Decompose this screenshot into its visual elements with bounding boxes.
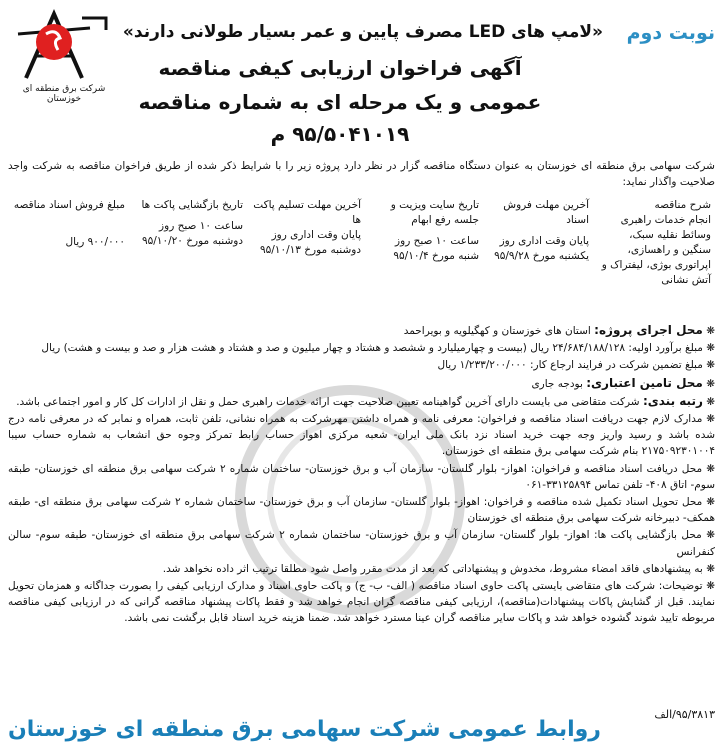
notice-subtitle: عمومی و یک مرحله ای به شماره مناقصه xyxy=(138,90,542,114)
list-item: ❋ محل تامین اعتباری: بودجه جاری xyxy=(531,375,715,390)
invalid-text: به پیشنهادهای فاقد امضاء مشروط، مخدوش و پیشنهاداتی که بعد از مدت مقرر واصل شود مطلقا ترتیب اثر داده نخواهد شد. xyxy=(162,562,703,575)
list-item: ❋ محل بازگشایی پاکت ها: اهواز- بلوار گلستان- سازمان آب و برق خوزستان- ساختمان شماره ۲ شرکت سهامی برق منطقه ای خوزستان- طبقه سوم- سالن کنفرانس xyxy=(8,529,715,558)
intro-paragraph: شرکت سهامی برق منطقه ای خوزستان به عنوان دستگاه مناقصه گزار در نظر دارد پروژه زیر را با شرایط ذکر شده از طریق فراخوان مناقصه به شرکت واجد صلاحیت واگذار نماید: xyxy=(8,160,715,188)
estimate-text: مبلغ برآورد اولیه: ۲۴/۶۸۴/۱۸۸/۱۲۸ ریال (بیست و چهارمیلیارد و ششصد و هشتاد و چهار میلیون و صد و هشتاد و هشت هزار و صد و بیست و هشت) ریال xyxy=(41,342,703,355)
table-column-description xyxy=(594,194,716,322)
list-item: ❋ محل اجرای پروژه: استان های خوزستان و کهگیلویه و بویراحمد xyxy=(403,323,715,337)
table-cell: پایان وقت اداری روز دوشنبه مورخ ۹۵/۱۰/۱۳ xyxy=(259,229,361,256)
list-item: ❋ مبلغ برآورد اولیه: ۲۴/۶۸۴/۱۸۸/۱۲۸ ریال (بیست و چهارمیلیارد و ششصد و هشتاد و چهار میلیون و صد و هشتاد و هشت هزار و صد و بیست و هشت) ریال xyxy=(41,342,715,355)
list-item: ❋ رتبه بندی: شرکت متقاضی می بایست دارای آخرین گواهینامه تعیین صلاحیت جهت ارائه خدمات راهبری حمل و نقل از ادارات کل کار و امور اجتماعی باشد. xyxy=(16,393,715,408)
location-label: محل اجرای پروژه: xyxy=(594,323,703,337)
table-cell: ساعت ۱۰ صبح روز شنبه مورخ ۹۵/۱۰/۴ xyxy=(393,235,479,262)
table-column-opening-date xyxy=(130,194,248,322)
list-item: ❋ محل تحویل اسناد تکمیل شده مناقصه و فراخوان: اهواز- بلوار گلستان- سازمان آب و برق خوزستان- ساختمان شماره ۲ شرکت سهامی برق منطقه ای- طبقه همکف- دبیرخانه شرکت سهامی برق منطقه ای خوزستان xyxy=(8,496,715,525)
table-header: آخرین مهلت تسلیم پاکت ها xyxy=(253,199,361,226)
table-cell: پایان وقت اداری روز یکشنبه مورخ ۹۵/۹/۲۸ xyxy=(494,235,589,262)
conditions-list xyxy=(8,322,715,628)
notice-title: آگهی فراخوان ارزیابی کیفی مناقصه xyxy=(158,56,522,80)
table-column-document-price xyxy=(8,194,130,322)
table-header: تاریخ بازگشایی پاکت ها xyxy=(141,199,243,211)
reference-number: ۹۵/۳۸۱۳/الف xyxy=(654,708,715,721)
rank-label: رتبه بندی: xyxy=(642,393,703,408)
list-item: ❋ به پیشنهادهای فاقد امضاء مشروط، مخدوش و پیشنهاداتی که بعد از مدت مقرر واصل شود مطلقا ترتیب اثر داده نخواهد شد. xyxy=(162,562,715,575)
list-item: ❋ توضیحات: شرکت های متقاضی بایستی پاکت حاوی اسناد مناقصه ( الف- ب- ج) و پاکت حاوی اسناد و مدارک ارزیابی کیفی را بصورت جداگانه و همزمان تحویل نمایند. قبل از گشایش پاکات پیشنهادات(مناقصه)، ارزیابی کیفی مناقصه گران انجام خواهد شد و فقط پاکات پیشنهاد مناقصه گرانی که در ارزیابی کیفی مناقصه مربوطه تایید شوند گشوده خواهد شد و پاکات سایر مناقصه گران عینا مسترد خواهد شد. ضمنا هزینه خرید اسناد قابل برگشت نمی باشد. xyxy=(8,580,715,625)
notes-text: توضیحات: شرکت های متقاضی بایستی پاکت حاوی اسناد مناقصه ( الف- ب- ج) و پاکت حاوی اسناد و مدارک ارزیابی کیفی را بصورت جداگانه و همزمان تحویل نمایند. قبل از گشایش پاکات پیشنهادات(مناقصه)، ارزیابی کیفی مناقصه گران انجام خواهد شد و فقط پاکات پیشنهاد مناقصه گرانی که در ارزیابی کیفی مناقصه مربوطه تایید شوند گشوده خواهد شد و پاکات سایر مناقصه گران عینا مسترد خواهد شد. ضمنا هزینه خرید اسناد قابل برگشت نمی باشد. xyxy=(8,580,715,625)
funding-value: بودجه جاری xyxy=(531,377,583,390)
receive-text: محل دریافت اسناد مناقصه و فراخوان: اهواز- بلوار گلستان- سازمان آب و برق خوزستان- ساختمان شماره ۲ شرکت سهامی برق منطقه ای خوزستان- طبقه سوم- اتاق ۴۰۸- تلفن تماس ۳۳۱۲۵۸۹۴-۰۶۱ xyxy=(8,462,715,491)
funding-label: محل تامین اعتباری: xyxy=(586,375,703,390)
location-value: استان های خوزستان و کهگیلویه و بویراحمد xyxy=(403,325,591,337)
list-item: ❋ مدارک لازم جهت دریافت اسناد مناقصه و فراخوان: معرفی نامه و همراه داشتن مهرشرکت به همراه نشانی، تلفن ثابت، همراه و نمابر که در معرفی نامه درج شده باشد و رسید واریز وجه جهت خرید اسناد نزد بانک ملی ایران- شعبه مرکزی اهواز حساب رابط تمرکز وجوه حق انشعاب به شماره حساب سیبا ۲۱۷۵۰۹۲۳۰۱۰۰۴ بنام شرکت سهامی برق منطقه ای خوزستان. xyxy=(8,413,715,458)
rank-value: شرکت متقاضی می بایست دارای آخرین گواهینامه تعیین صلاحیت جهت ارائه خدمات راهبری حمل و نقل از ادارات کل کار و امور اجتماعی باشد. xyxy=(16,395,640,408)
tender-number: ۹۵/۵۰۴۱۰۱۹ م xyxy=(270,122,410,146)
deliver-text: محل تحویل اسناد تکمیل شده مناقصه و فراخوان: اهواز- بلوار گلستان- سازمان آب و برق خوزستان- ساختمان شماره ۲ شرکت سهامی برق منطقه ای- طبقه همکف- دبیرخانه شرکت سهامی برق منطقه ای خوزستان xyxy=(8,496,715,525)
table-header: شرح مناقصه xyxy=(654,199,711,211)
company-caption: شرکت برق منطقه ای خوزستان xyxy=(22,84,106,104)
guarantee-text: مبلغ تضمین شرکت در فرایند ارجاع کار: ۱/۲۳۳/۲۰۰/۰۰۰ ریال xyxy=(437,359,703,372)
table-column-submission-deadline xyxy=(248,194,366,322)
table-header: آخرین مهلت فروش اسناد xyxy=(503,199,589,226)
company-logo xyxy=(8,8,120,104)
table-header: مبلغ فروش اسناد مناقصه xyxy=(13,199,125,211)
tender-schedule-table xyxy=(8,194,716,322)
public-relations-footer: روابط عمومی شرکت سهامی برق منطقه ای خوزستان xyxy=(8,717,601,742)
table-cell: انجام خدمات راهبری وسائط نقلیه سبک، سنگین و راهسازی، اپراتوری بوژی، لیفتراک و آتش نشانی xyxy=(601,214,711,286)
table-column-site-visit xyxy=(366,194,484,322)
power-tower-logo-icon xyxy=(16,8,112,82)
table-header: تاریخ سایت ویزیت و جلسه رفع ابهام xyxy=(390,199,479,226)
table-cell: ساعت ۱۰ صبح روز دوشنبه مورخ ۹۵/۱۰/۲۰ xyxy=(141,220,243,247)
led-slogan: «لامپ های LED مصرف پایین و عمر بسیار طولانی دارند» xyxy=(122,22,603,42)
list-item: ❋ مبلغ تضمین شرکت در فرایند ارجاع کار: ۱/۲۳۳/۲۰۰/۰۰۰ ریال xyxy=(437,359,715,372)
list-item: ❋ محل دریافت اسناد مناقصه و فراخوان: اهواز- بلوار گلستان- سازمان آب و برق خوزستان- ساختمان شماره ۲ شرکت سهامی برق منطقه ای خوزستان- طبقه سوم- اتاق ۴۰۸- تلفن تماس ۳۳۱۲۵۸۹۴-۰۶۱ xyxy=(8,462,715,491)
documents-text: مدارک لازم جهت دریافت اسناد مناقصه و فراخوان: معرفی نامه و همراه داشتن مهرشرکت به همراه نشانی، تلفن ثابت، همراه و نمابر که در معرفی نامه درج شده باشد و رسید واریز وجه جهت خرید اسناد نزد بانک ملی ایران- شعبه مرکزی اهواز حساب رابط تمرکز وجوه حق انشعاب به شماره حساب سیبا ۲۱۷۵۰۹۲۳۰۱۰۰۴ بنام شرکت سهامی برق منطقه ای خوزستان. xyxy=(8,413,715,458)
table-cell: ۹۰۰/۰۰۰ ریال xyxy=(65,236,125,248)
table-column-sale-deadline xyxy=(484,194,594,322)
round-label: نوبت دوم xyxy=(626,22,715,44)
opening-text: محل بازگشایی پاکت ها: اهواز- بلوار گلستان- سازمان آب و برق خوزستان- ساختمان شماره ۲ شرکت سهامی برق منطقه ای خوزستان- طبقه سوم- سالن کنفرانس xyxy=(8,529,715,558)
